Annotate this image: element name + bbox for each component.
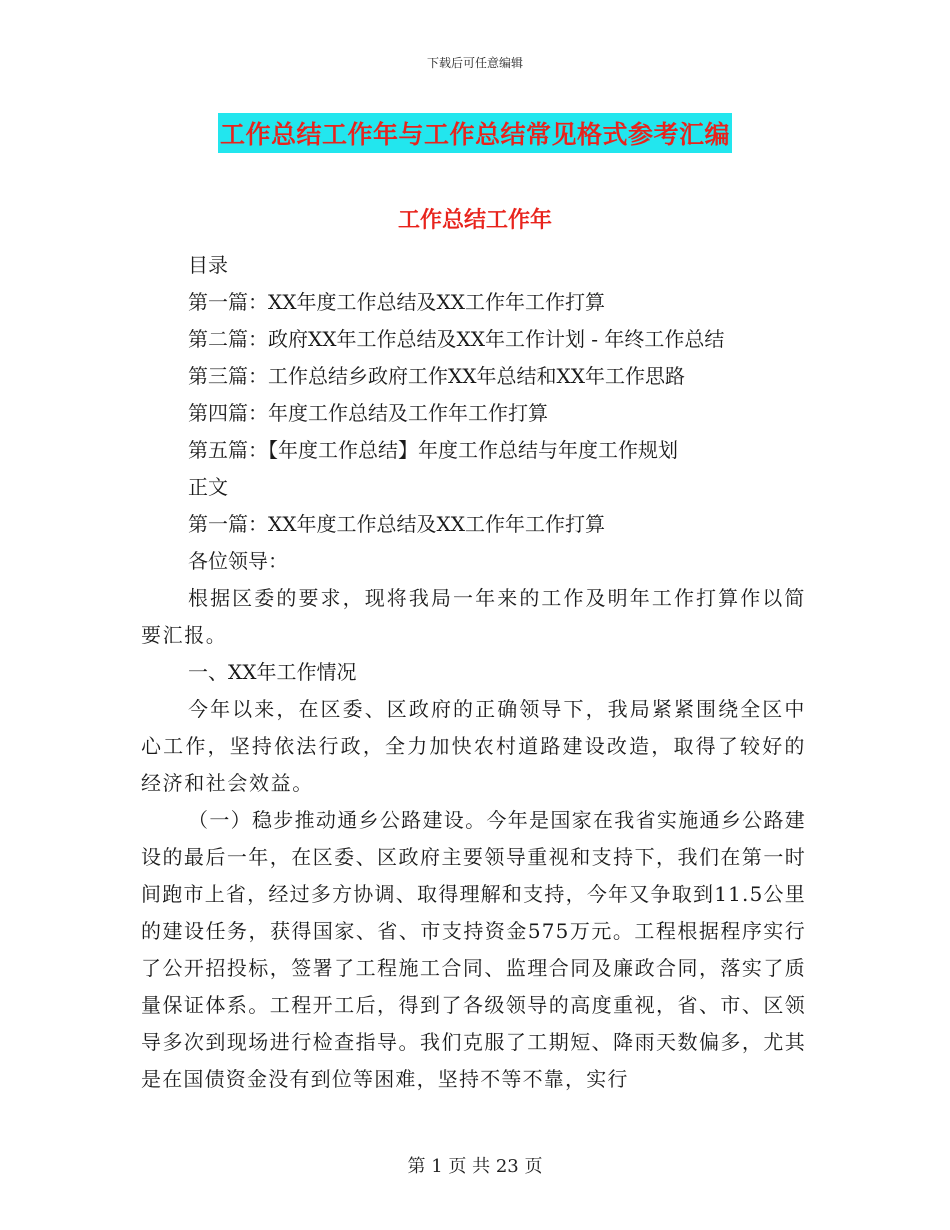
toc-item: 第五篇：【年度工作总结】年度工作总结与年度工作规划: [188, 438, 678, 462]
page-footer: 第 1 页 共 23 页: [407, 1156, 543, 1177]
section-title: 一、XX年工作情况: [188, 660, 357, 684]
chapter-title: 第一篇：XX年度工作总结及XX工作年工作打算: [188, 512, 605, 536]
main-title-wrap: [0, 113, 950, 153]
document-body: [141, 247, 806, 1098]
body-heading: 正文: [188, 475, 228, 499]
greeting: 各位领导：: [188, 549, 288, 573]
toc-item: 第三篇：工作总结乡政府工作XX年总结和XX年工作思路: [188, 364, 685, 388]
intro-paragraph: 根据区委的要求，现将我局一年来的工作及明年工作打算作以简要汇报。: [141, 586, 806, 647]
toc-heading: 目录: [188, 253, 228, 277]
toc-item: 第二篇：政府XX年工作总结及XX年工作计划 - 年终工作总结: [188, 327, 725, 351]
sub-title: 工作总结工作年: [397, 208, 552, 233]
toc-item: 第四篇：年度工作总结及工作年工作打算: [188, 401, 548, 425]
header-note: 下载后可任意编辑: [426, 56, 523, 70]
section-paragraph: 今年以来，在区委、区政府的正确领导下，我局紧紧围绕全区中心工作，坚持依法行政，全力加快农村道路建设改造，取得了较好的经济和社会效益。: [141, 697, 806, 795]
item-paragraph: （一）稳步推动通乡公路建设。今年是国家在我省实施通乡公路建设的最后一年，在区委、区政府主要领导重视和支持下，我们在第一时间跑市上省，经过多方协调、取得理解和支持，今年又争取到11.5公里的建设任务，获得国家、省、市支持资金575万元。工程根据程序实行了公开招投标，签署了工程施工合同、监理合同及廉政合同，落实了质量保证体系。工程开工后，得到了各级领导的高度重视，省、市、区领导多次到现场进行检查指导。我们克服了工期短、降雨天数偏多，尤其是在国债资金没有到位等困难，坚持不等不靠，实行: [141, 808, 806, 1091]
toc-item: 第一篇：XX年度工作总结及XX工作年工作打算: [188, 290, 605, 314]
main-title: 工作总结工作年与工作总结常见格式参考汇编: [218, 113, 732, 153]
